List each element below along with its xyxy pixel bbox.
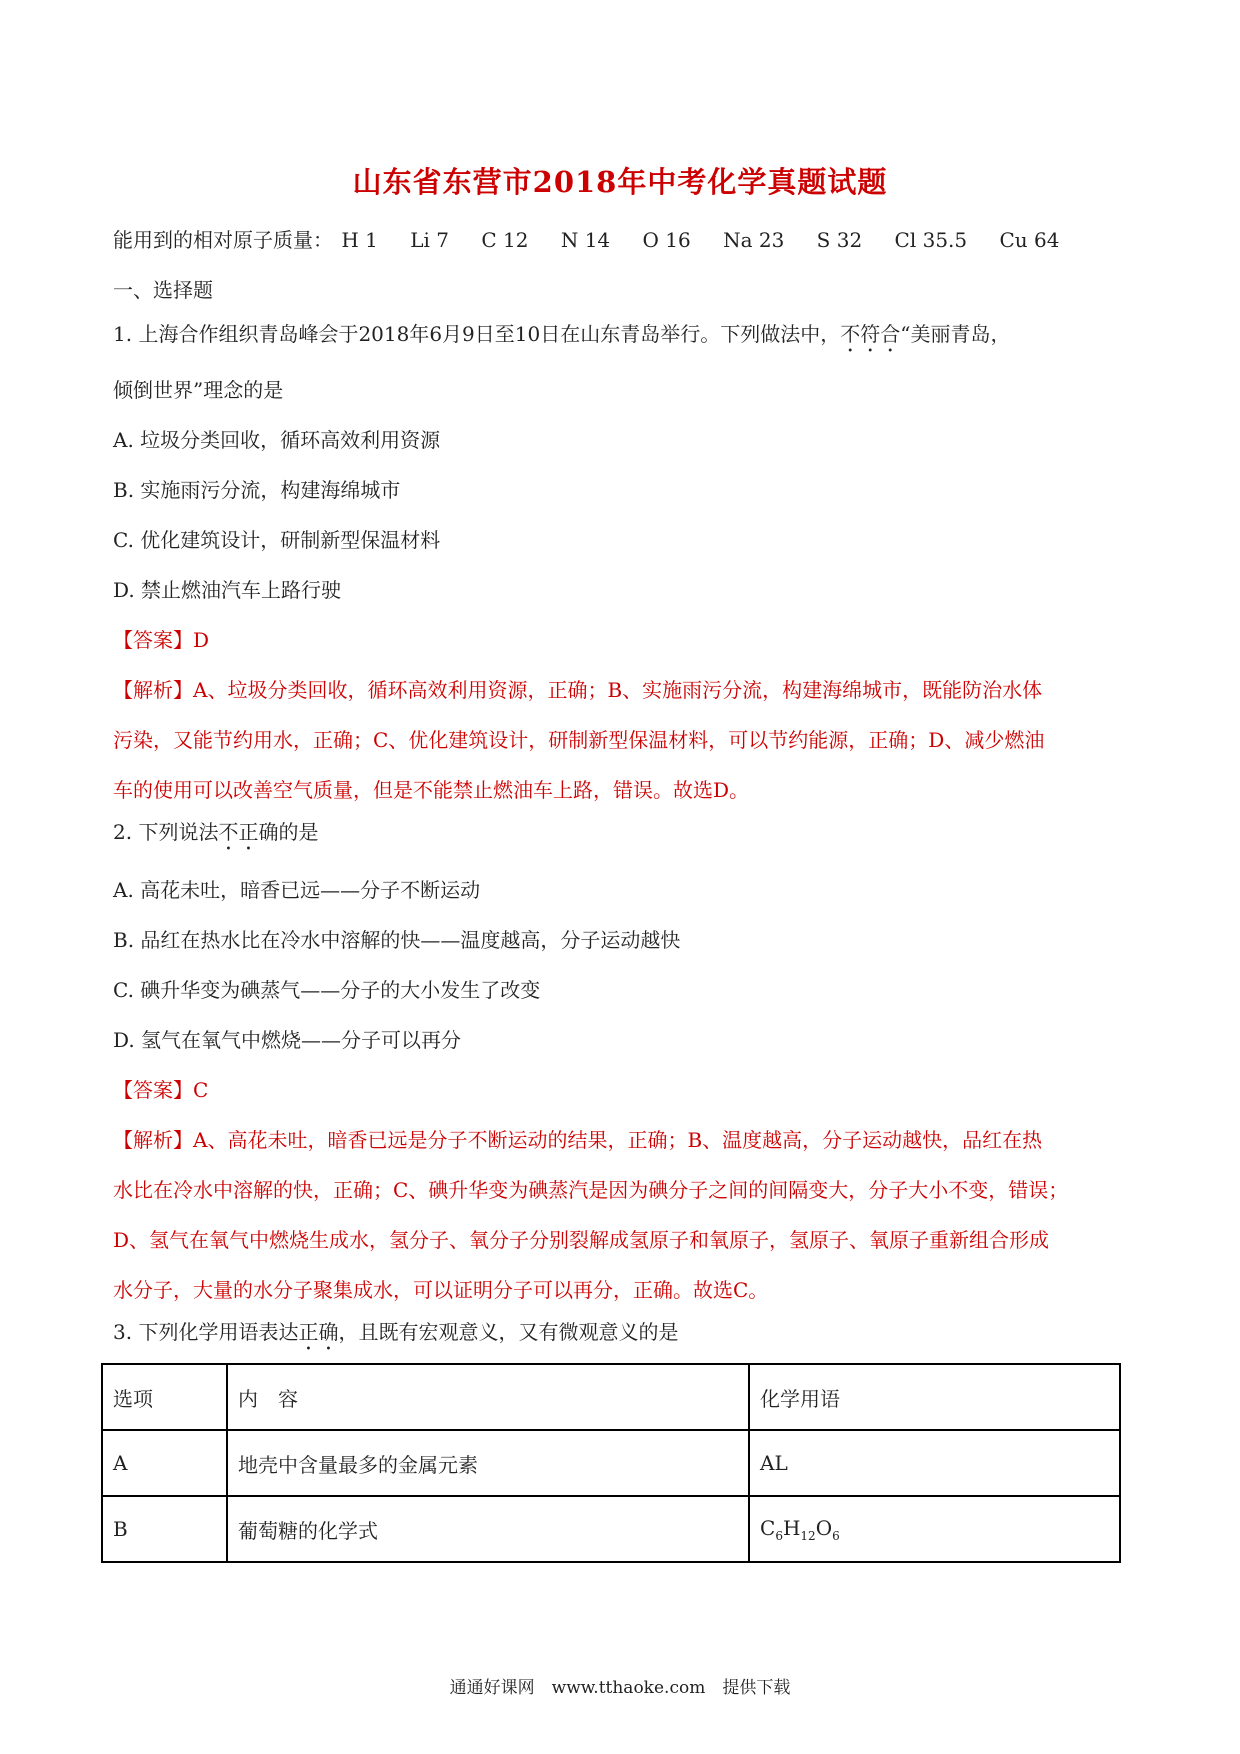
stem-emphasis: 不符合 <box>840 322 901 346</box>
question-2-stem <box>113 818 318 855</box>
question-2-analysis-line: 水分子，大量的水分子聚集成水，可以证明分子可以再分，正确。故选C。 <box>113 1278 769 1302</box>
stem-text: 1. 上海合作组织青岛峰会于2018年6月9日至10日在山东青岛举行。下列做法中， <box>113 322 841 346</box>
table-cell-content: 地壳中含量最多的金属元素 <box>227 1430 749 1496</box>
question-2-analysis-line: D、氢气在氧气中燃烧生成水，氢分子、氧分子分别裂解成氢原子和氧原子，氢原子、氧原子重新组合形成 <box>113 1228 1050 1252</box>
stem-text: 3. 下列化学用语表达 <box>113 1320 299 1344</box>
stem-emphasis: 不正 <box>218 820 259 844</box>
table-cell-term: AL <box>749 1430 1120 1496</box>
table-cell-term <box>749 1496 1120 1562</box>
question-1-option-b: B. 实施雨污分流，构建海绵城市 <box>113 478 401 502</box>
question-1-analysis-line: 车的使用可以改善空气质量，但是不能禁止燃油车上路，错误。故选D。 <box>113 778 750 802</box>
table-header-cell: 内 容 <box>227 1364 749 1430</box>
formula-subscript: 6 <box>832 1528 840 1543</box>
section-title: 一、选择题 <box>113 278 213 302</box>
page-title: 山东省东营市2018年中考化学真题试题 <box>352 165 888 199</box>
question-1-option-a: A. 垃圾分类回收，循环高效利用资源 <box>113 428 441 452</box>
question-2-option-d: D. 氢气在氧气中燃烧——分子可以再分 <box>113 1028 462 1052</box>
table-row <box>102 1430 1120 1496</box>
question-2-option-c: C. 碘升华变为碘蒸气——分子的大小发生了改变 <box>113 978 541 1002</box>
question-1-analysis-line: 污染，又能节约用水，正确；C、优化建筑设计，研制新型保温材料，可以节约能源，正确；D、减少燃油 <box>113 728 1045 752</box>
formula-subscript: 6 <box>775 1528 783 1543</box>
stem-emphasis: 正确 <box>298 1320 339 1344</box>
table-header-row <box>102 1364 1120 1430</box>
atomic-mass-item: Na 23 <box>723 228 785 252</box>
atomic-mass-line <box>113 226 1086 254</box>
question-2-analysis-line: 水比在冷水中溶解的快，正确；C、碘升华变为碘蒸汽是因为碘分子之间的间隔变大，分子大小不变，错误； <box>113 1178 1069 1202</box>
atomic-mass-item: H 1 <box>341 228 378 252</box>
formula-element: O <box>815 1515 833 1540</box>
formula-element: H <box>782 1515 801 1540</box>
formula-subscript: 12 <box>800 1528 816 1543</box>
question-1-option-d: D. 禁止燃油汽车上路行驶 <box>113 578 342 602</box>
stem-text: 确的是 <box>258 820 319 844</box>
question-1-answer: 【答案】D <box>113 628 210 652</box>
stem-text: 2. 下列说法 <box>113 820 219 844</box>
atomic-mass-label: 能用到的相对原子质量： <box>113 228 333 252</box>
atomic-mass-item: S 32 <box>816 228 863 252</box>
atomic-mass-item: O 16 <box>642 228 691 252</box>
atomic-mass-item: Cl 35.5 <box>894 228 968 252</box>
question-1-analysis-line: 【解析】A、垃圾分类回收，循环高效利用资源，正确；B、实施雨污分流，构建海绵城市，既能防治水体 <box>113 678 1043 702</box>
table-cell-option: A <box>102 1430 227 1496</box>
question-2-option-b: B. 品红在热水比在冷水中溶解的快——温度越高，分子运动越快 <box>113 928 681 952</box>
stem-text: “美丽青岛， <box>900 322 1011 346</box>
question-1-stem-line2: 倾倒世界”理念的是 <box>113 378 284 402</box>
table-header-cell: 化学用语 <box>749 1364 1120 1430</box>
question-2-analysis-line: 【解析】A、高花未吐，暗香已远是分子不断运动的结果，正确；B、温度越高，分子运动越快，品红在热 <box>113 1128 1043 1152</box>
question-1-option-c: C. 优化建筑设计，研制新型保温材料 <box>113 528 441 552</box>
table-row <box>102 1496 1120 1562</box>
question-2-option-a: A. 高花未吐，暗香已远——分子不断运动 <box>113 878 481 902</box>
atomic-mass-item: C 12 <box>481 228 529 252</box>
stem-text: ，且既有宏观意义，又有微观意义的是 <box>338 1320 679 1344</box>
question-2-answer: 【答案】C <box>113 1078 209 1102</box>
table-cell-content: 葡萄糖的化学式 <box>227 1496 749 1562</box>
table-cell-option: B <box>102 1496 227 1562</box>
atomic-mass-item: Li 7 <box>410 228 450 252</box>
options-table <box>101 1363 1121 1563</box>
question-1-stem <box>113 320 1010 357</box>
formula-element: C <box>760 1515 776 1540</box>
question-3-stem <box>113 1318 678 1355</box>
atomic-mass-item: N 14 <box>560 228 611 252</box>
atomic-mass-item: Cu 64 <box>999 228 1060 252</box>
table-header-cell: 选项 <box>102 1364 227 1430</box>
page-footer: 通通好课网 www.tthaoke.com 提供下载 <box>449 1678 791 1698</box>
